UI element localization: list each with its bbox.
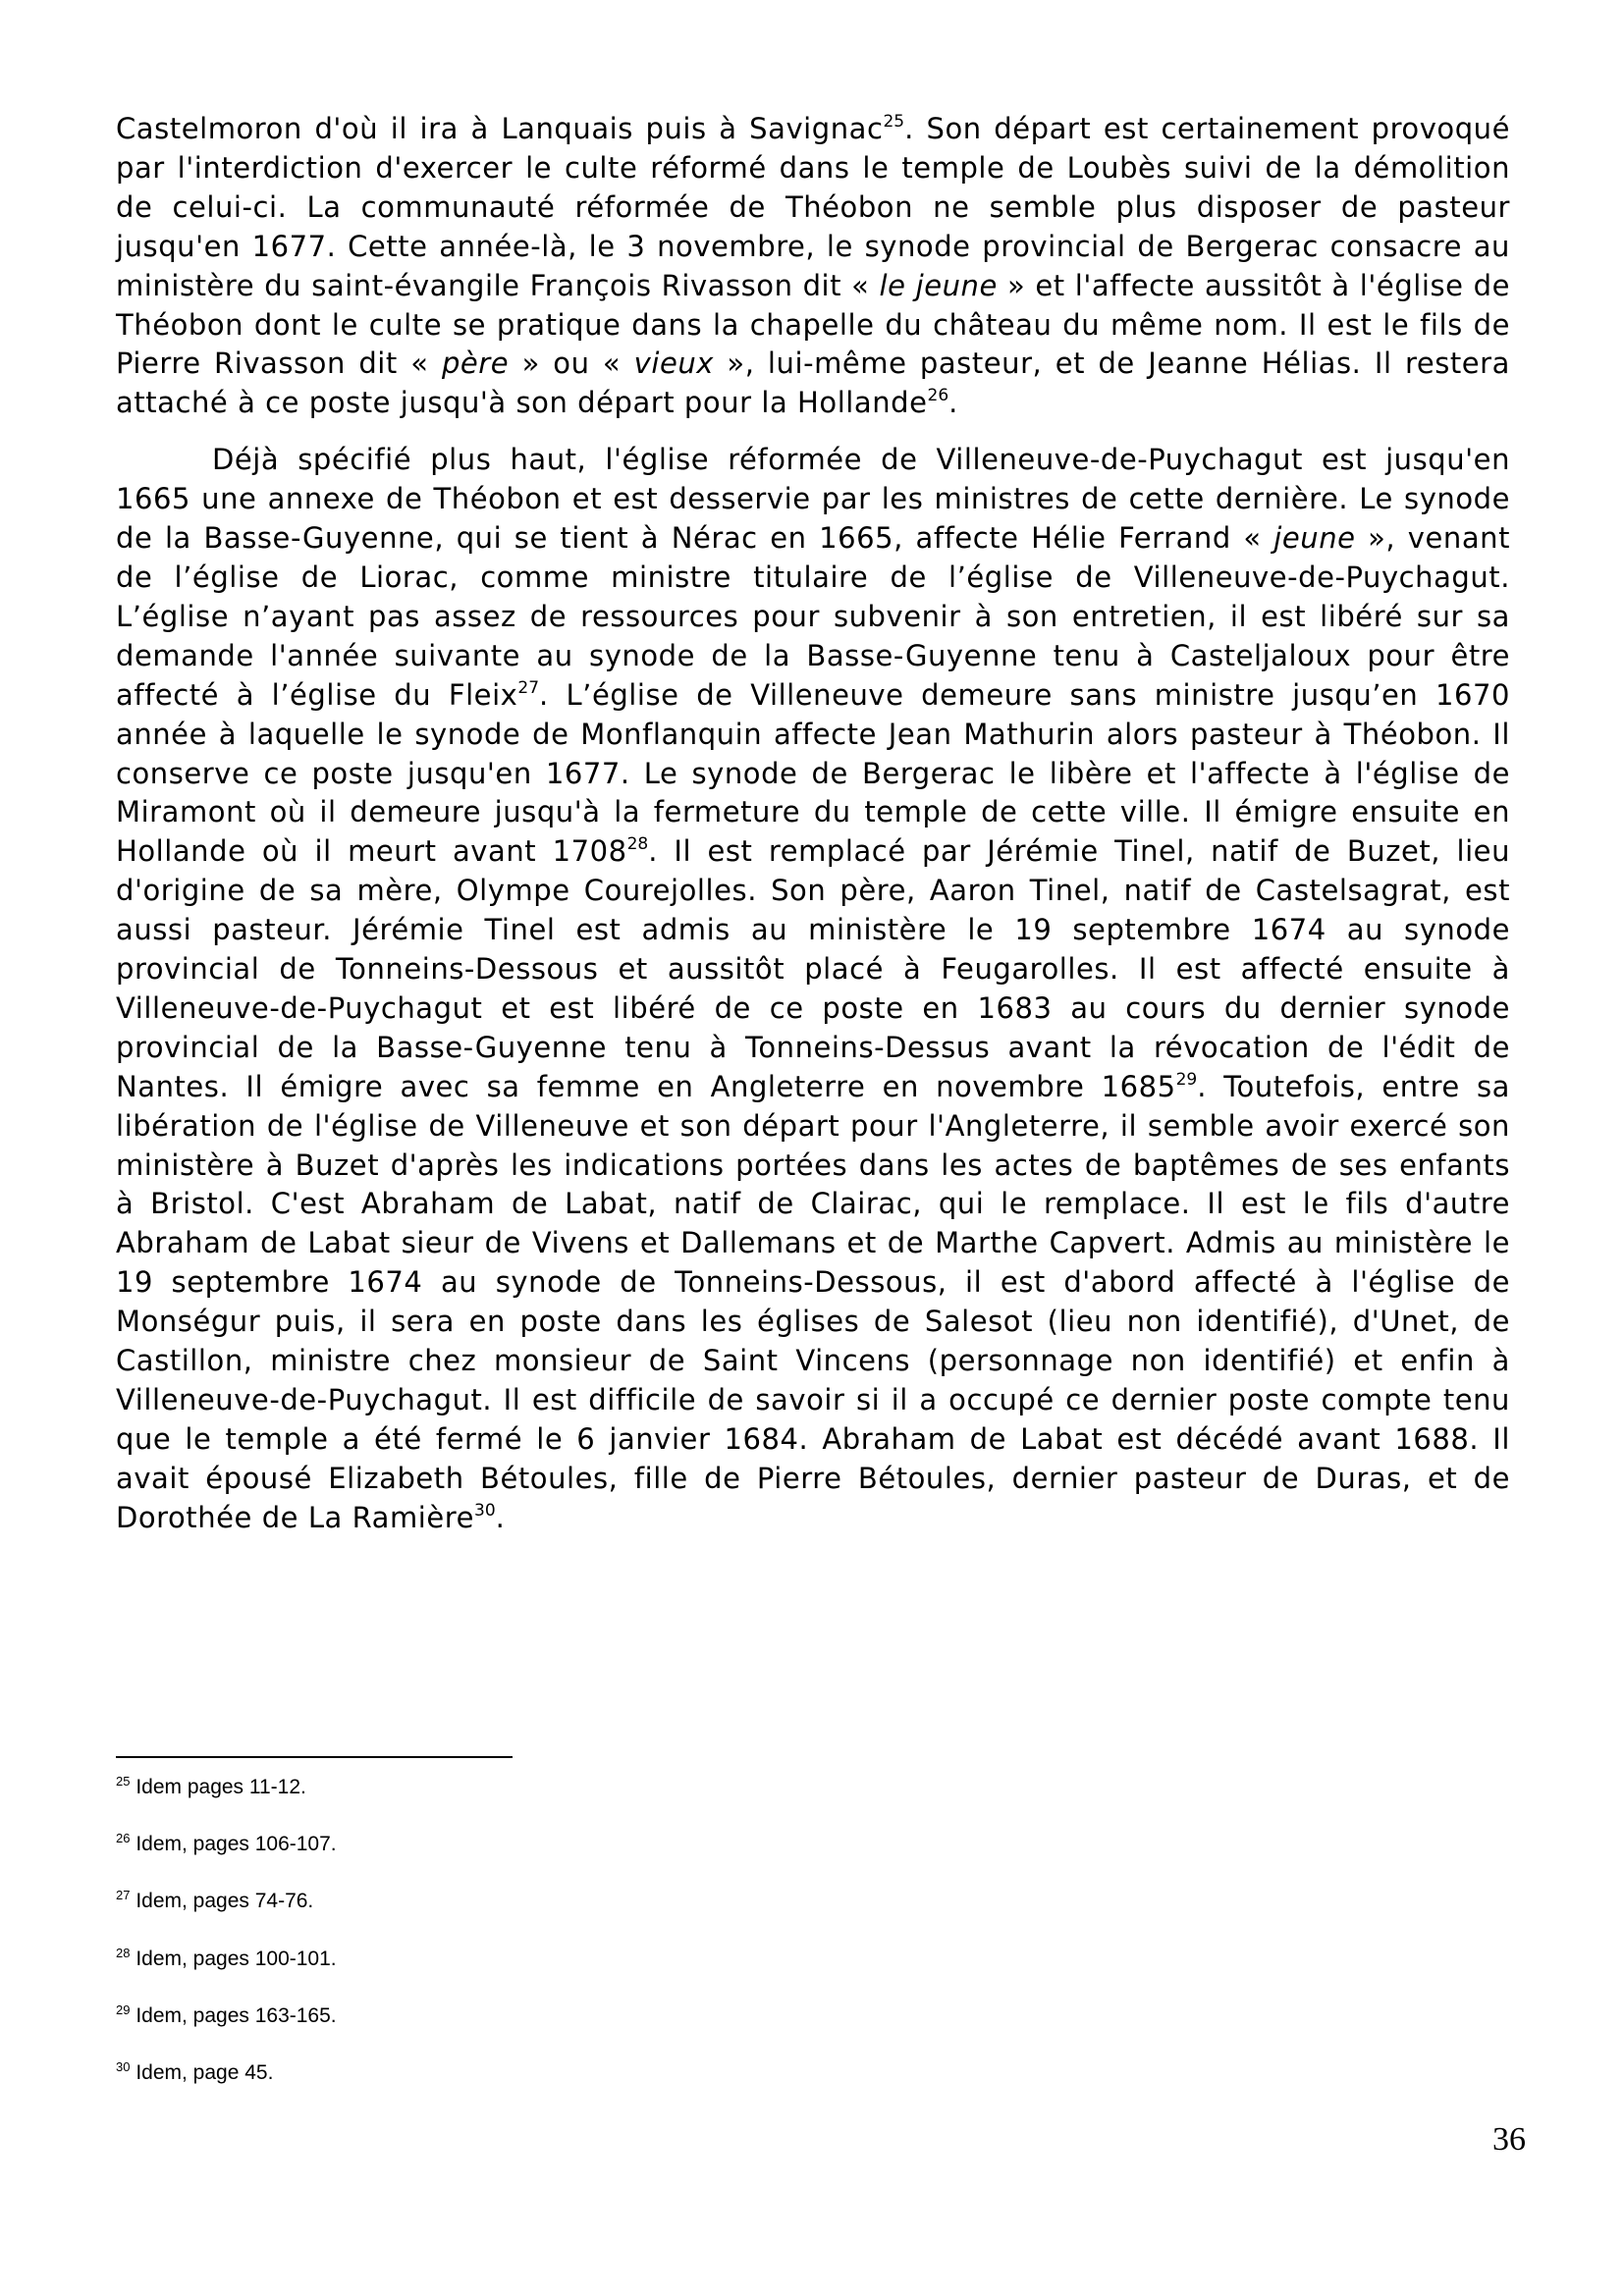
footnote-text: Idem pages 11-12. — [135, 1776, 306, 1798]
footnote-reference: 29 — [1175, 1069, 1198, 1090]
paragraph-text: . Son départ est certainement provoqué par l'interdiction d'exercer le culte réformé dans le temple de Loubès suivi de la démolition de celui-ci. La communauté réformée de Théobon ne semble plus disposer de pasteur jusqu'en 1677. Cette année-là, le 3 novembre, le synode provincial de Bergerac consacre au ministère du saint-évangile François Rivasson dit « — [116, 112, 1510, 302]
footnote — [116, 1947, 1000, 1972]
body-text — [116, 110, 1510, 1538]
footnote — [116, 1775, 1000, 1800]
footnote-text: Idem, pages 74-76. — [135, 1890, 314, 1913]
page-number: 36 — [1492, 2121, 1526, 2158]
italic-text: jeune — [1273, 521, 1356, 556]
footnotes — [116, 1775, 1000, 2117]
footnote — [116, 2003, 1000, 2029]
footnote-number: 28 — [116, 1945, 131, 1960]
paragraph-text: . — [948, 386, 958, 420]
footnote-number: 26 — [116, 1831, 131, 1846]
paragraph — [116, 441, 1510, 1537]
paragraph-text: », venant de l’église de Liorac, comme ministre titulaire de l’église de Villeneuve-de-Puychagut. L’église n’ayant pas assez de ressources pour subvenir à son entretien, il est libéré sur sa demande l'année suivante au synode de la Basse-Guyenne tenu à Casteljaloux pour être affecté à l’église du Fleix — [116, 521, 1510, 712]
footnote-text: Idem, pages 106-107. — [135, 1833, 337, 1856]
paragraph-text: . — [495, 1500, 506, 1534]
footnote-separator — [116, 1756, 513, 1758]
footnote — [116, 2060, 1000, 2086]
italic-text: père — [441, 347, 510, 381]
footnote-number: 30 — [116, 2058, 131, 2074]
paragraph-text: » et l'affecte aussitôt à l'église de Théobon dont le culte se pratique dans la chapelle du château du même nom. Il est le fils de Pierre Rivasson dit « — [116, 268, 1510, 381]
footnote-reference: 26 — [927, 386, 949, 406]
paragraph-text: . Toutefois, entre sa libération de l'église de Villeneuve et son départ pour l'Angleterre, il semble avoir exercé son ministère à Buzet d'après les indications portées dans les actes de baptêmes de ses enfants à Bristol. C'est Abraham de Labat, natif de Clairac, qui le remplace. Il est le fils d'autre Abraham de Labat sieur de Vivens et Dallemans et de Marthe Capvert. Admis au ministère le 19 septembre 1674 au synode de Tonneins-Dessous, il est d'abord affecté à l'église de Monségur puis, il sera en poste dans les églises de Salesot (lieu non identifié), d'Unet, de Castillon, ministre chez monsieur de Saint Vincens (personnage non identifié) et enfin à Villeneuve-de-Puychagut. Il est difficile de savoir si il a occupé ce dernier poste compte tenu que le temple a été fermé le 6 janvier 1684. Abraham de Labat est décédé avant 1688. Il avait épousé Elizabeth Bétoules, fille de Pierre Bétoules, dernier pasteur de Duras, et de Dorothée de La Ramière — [116, 1069, 1510, 1534]
footnote-reference: 28 — [626, 834, 649, 855]
italic-text: le jeune — [879, 268, 998, 302]
footnote-text: Idem, pages 163-165. — [135, 2003, 337, 2027]
footnote-text: Idem, page 45. — [135, 2060, 274, 2084]
paragraph — [116, 110, 1510, 423]
footnote-reference: 30 — [474, 1500, 496, 1521]
paragraph-text: . L’église de Villeneuve demeure sans ministre jusqu’en 1670 année à laquelle le synode de Monflanquin affecte Jean Mathurin alors pasteur à Théobon. Il conserve ce poste jusqu'en 1677. Le synode de Bergerac le libère et l'affecte à l'église de Miramont où il demeure jusqu'à la fermeture du temple de cette ville. Il émigre ensuite en Hollande où il meurt avant 1708 — [116, 677, 1510, 869]
paragraph-text: . Il est remplacé par Jérémie Tinel, natif de Buzet, lieu d'origine de sa mère, Olympe Courejolles. Son père, Aaron Tinel, natif de Castelsagrat, est aussi pasteur. Jérémie Tinel est admis au ministère le 19 septembre 1674 au synode provincial de Tonneins-Dessous et aussitôt placé à Feugarolles. Il est affecté ensuite à Villeneuve-de-Puychagut et est libéré de ce poste en 1683 au cours du dernier synode provincial de la Basse-Guyenne tenu à Tonneins-Dessus avant la révocation de l'édit de Nantes. Il émigre avec sa femme en Angleterre en novembre 1685 — [116, 834, 1510, 1103]
footnote-reference: 27 — [517, 677, 540, 698]
paragraph-text: » ou « — [509, 347, 634, 381]
paragraph-text: Déjà spécifié plus haut, l'église réformée de Villeneuve-de-Puychagut est jusqu'en 1665 une annexe de Théobon et est desservie par les ministres de cette dernière. Le synode de la Basse-Guyenne, qui se tient à Nérac en 1665, affecte Hélie Ferrand « — [116, 443, 1510, 556]
footnote-reference: 25 — [883, 112, 905, 132]
footnote-text: Idem, pages 100-101. — [135, 1947, 337, 1970]
paragraph-text: Castelmoron d'où il ira à Lanquais puis à Savignac — [116, 112, 884, 145]
paragraph-text: », lui-même pasteur, et de Jeanne Hélias. Il restera attaché à ce poste jusqu'à son départ pour la Hollande — [116, 347, 1510, 420]
footnote-number: 27 — [116, 1888, 131, 1903]
footnote — [116, 1832, 1000, 1857]
footnote — [116, 1889, 1000, 1914]
footnote-number: 29 — [116, 2002, 131, 2017]
footnote-number: 25 — [116, 1774, 131, 1789]
italic-text: vieux — [633, 347, 715, 381]
